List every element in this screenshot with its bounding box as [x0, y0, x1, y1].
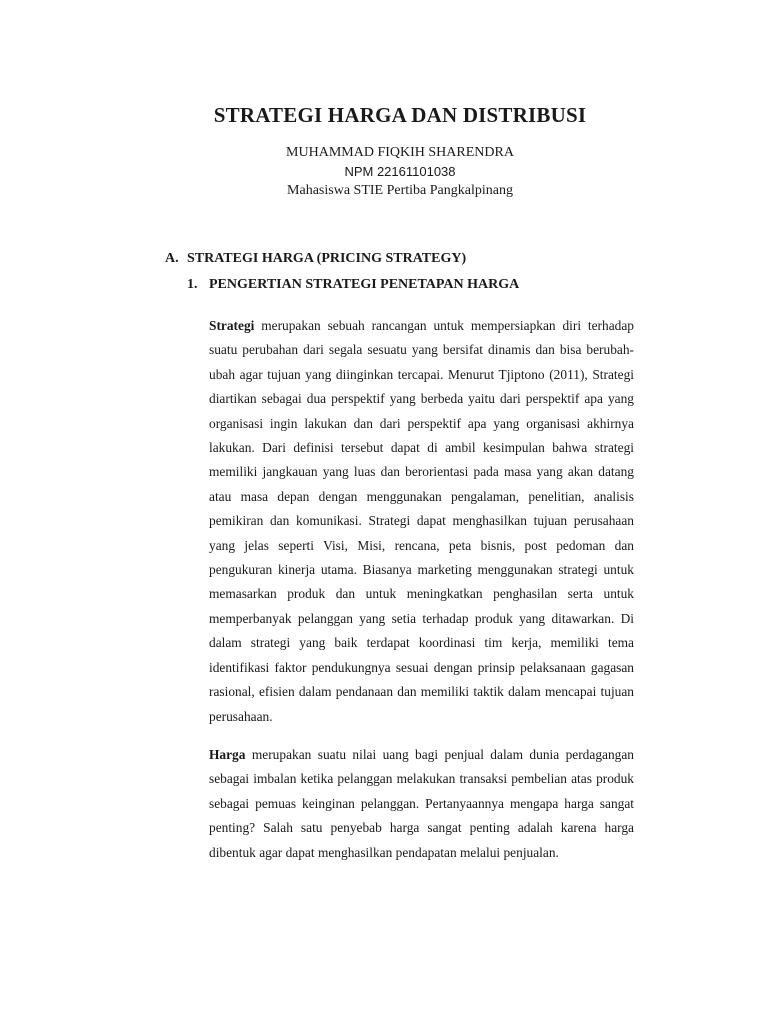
subsection-heading-text: PENGERTIAN STRATEGI PENETAPAN HARGA — [209, 277, 520, 292]
section-heading-text: STRATEGI HARGA (PRICING STRATEGY) — [187, 251, 467, 266]
section-marker: A. — [165, 251, 179, 266]
document-title: STRATEGI HARGA DAN DISTRIBUSI — [213, 103, 587, 127]
paragraph-body: merupakan suatu nilai uang bagi penjual dalam dunia perdagangan sebagai imbalan ketika pelanggan melakukan transaksi pembelian atas produk sebagai pemuas keinginan pelanggan. Pertanyaannya mengapa harga sangat penting? Salah satu penyebab harga sangat penting adalah karena harga dibentuk agar dapat menghasilkan pendapatan melalui penjualan. — [209, 747, 634, 860]
paragraph-term: Harga — [209, 747, 246, 762]
subsection-heading — [187, 277, 519, 293]
paragraph-body: merupakan sebuah rancangan untuk mempersiapkan diri terhadap suatu perubahan dari segala sesuatu yang bersifat dinamis dan bisa berubah-ubah agar tujuan yang diinginkan tercapai. Menurut Tjiptono (2011), Strategi diartikan sebagai dua perspektif yang berbeda yaitu dari perspektif apa yang organisasi ingin lakukan dan dari perspektif apa yang organisasi akhirnya lakukan. Dari definisi tersebut dapat di ambil kesimpulan bahwa strategi memiliki jangkauan yang luas dan berorientasi pada masa yang akan datang atau masa depan dengan menggunakan pengalaman, penelitian, analisis pemikiran dan komunikasi. Strategi dapat menghasilkan tujuan perusahaan yang jelas seperti Visi, Misi, rencana, peta bisnis, post pedoman dan pengukuran kinerja utama. Biasanya marketing menggunakan strategi untuk memasarkan produk dan untuk meningkatkan penghasilan serta untuk memperbanyak pelanggan yang setia terhadap produk yang ditawarkan. Di dalam strategi yang baik terdapat koordinasi tim kerja, memiliki tema identifikasi faktor pendukungnya sesuai dengan prinsip pelaksanaan gagasan rasional, efisien dalam pendanaan dan memiliki taktik dalam mencapai tujuan perusahaan. — [209, 318, 634, 724]
author-npm: NPM 22161101038 — [344, 164, 456, 179]
subsection-marker: 1. — [187, 277, 198, 292]
paragraph-term: Strategi — [209, 318, 255, 333]
author-affiliation: Mahasiswa STIE Pertiba Pangkalpinang — [287, 183, 513, 198]
author-block — [0, 143, 768, 200]
paragraph-harga — [209, 743, 634, 865]
author-name: MUHAMMAD FIQKIH SHARENDRA — [286, 145, 514, 160]
paragraph-strategi — [209, 314, 634, 729]
section-heading — [165, 251, 466, 267]
